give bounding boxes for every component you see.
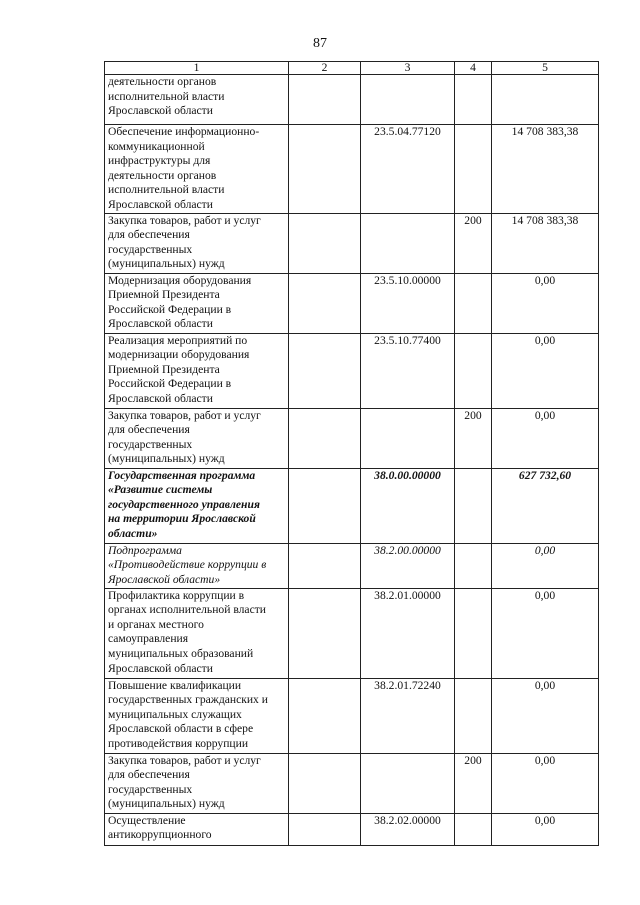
item-name-line: Подпрограмма <box>108 543 182 557</box>
item-name-line: для обеспечения <box>108 423 190 437</box>
expense-type-cell <box>455 125 492 214</box>
item-name-line: Закупка товаров, работ и услуг <box>108 213 261 227</box>
item-name-line: Обеспечение информационно- <box>108 125 260 138</box>
admin-cell <box>289 678 361 753</box>
item-name-line: Ярославской области <box>108 317 213 331</box>
table-row <box>105 75 599 125</box>
expense-type-cell <box>455 588 492 678</box>
header-cell: 3 <box>361 62 455 75</box>
expense-type-cell: 200 <box>455 213 492 273</box>
amount-cell: 0,00 <box>492 408 599 468</box>
item-name-line: государственных <box>108 437 193 451</box>
item-name-line: коммуникационной <box>108 139 205 153</box>
item-name-line: Российской Федерации в <box>108 302 232 316</box>
item-name-line: для обеспечения <box>108 768 190 782</box>
amount-cell: 0,00 <box>492 333 599 408</box>
item-name-line: деятельности органов <box>108 168 217 182</box>
table-row <box>105 543 599 588</box>
item-name-line: муниципальных образований <box>108 646 254 660</box>
item-name-line: Модернизация оборудования <box>108 273 252 287</box>
item-name-line: Приемной Президента <box>108 362 220 376</box>
budget-code-cell: 38.2.01.72240 <box>361 678 455 753</box>
item-name-line: для обеспечения <box>108 228 190 242</box>
budget-table <box>104 61 599 846</box>
expense-type-cell <box>455 468 492 543</box>
item-name-line: «Противодействие коррупции в <box>108 558 267 572</box>
budget-code-cell: 38.0.00.00000 <box>361 468 455 543</box>
header-cell: 4 <box>455 62 492 75</box>
item-name-line: государственного управления <box>108 497 260 511</box>
item-name-line: Приемной Президента <box>108 288 220 302</box>
item-name-line: самоуправления <box>108 632 189 646</box>
amount-cell: 14 708 383,38 <box>492 213 599 273</box>
item-name-line: «Развитие системы <box>108 483 213 497</box>
item-name-line: модернизации оборудования <box>108 348 250 362</box>
item-name-cell <box>105 588 289 678</box>
amount-cell: 627 732,60 <box>492 468 599 543</box>
item-name-line: Ярославской области в сфере <box>108 722 254 736</box>
header-cell: 5 <box>492 62 599 75</box>
table-header-row <box>105 62 599 75</box>
item-name-line: (муниципальных) нужд <box>108 797 225 811</box>
table-row <box>105 813 599 845</box>
item-name-cell <box>105 678 289 753</box>
item-name-cell <box>105 75 289 125</box>
item-name-line: (муниципальных) нужд <box>108 452 225 466</box>
item-name-line: Повышение квалификации <box>108 678 242 692</box>
item-name-line: Ярославской области <box>108 391 213 405</box>
item-name-line: области» <box>108 526 158 540</box>
budget-code-cell <box>361 213 455 273</box>
table-body <box>105 62 599 846</box>
item-name-line: на территории Ярославской <box>108 512 256 526</box>
item-name-line: деятельности органов <box>108 75 217 88</box>
budget-code-cell <box>361 753 455 813</box>
table-row <box>105 678 599 753</box>
table-row <box>105 273 599 333</box>
item-name-line: Ярославской области <box>108 197 213 211</box>
item-name-line: муниципальных служащих <box>108 707 242 721</box>
item-name-line: Российской Федерации в <box>108 377 232 391</box>
expense-type-cell: 200 <box>455 408 492 468</box>
amount-cell: 0,00 <box>492 273 599 333</box>
item-name-line: противодействия коррупции <box>108 736 249 750</box>
expense-type-cell <box>455 543 492 588</box>
admin-cell <box>289 75 361 125</box>
item-name-line: Закупка товаров, работ и услуг <box>108 408 261 422</box>
admin-cell <box>289 408 361 468</box>
amount-cell: 14 708 383,38 <box>492 125 599 214</box>
budget-code-cell: 38.2.02.00000 <box>361 813 455 845</box>
item-name-cell <box>105 753 289 813</box>
item-name-line: исполнительной власти <box>108 89 225 103</box>
item-name-cell <box>105 468 289 543</box>
item-name-line: органах исполнительной власти <box>108 603 266 617</box>
table-row <box>105 333 599 408</box>
amount-cell <box>492 75 599 125</box>
item-name-line: Реализация мероприятий по <box>108 333 248 347</box>
item-name-line: Профилактика коррупции в <box>108 588 245 602</box>
item-name-line: инфраструктуры для <box>108 154 211 168</box>
item-name-cell <box>105 273 289 333</box>
item-name-line: государственных <box>108 782 193 796</box>
header-cell: 2 <box>289 62 361 75</box>
header-cell: 1 <box>105 62 289 75</box>
amount-cell: 0,00 <box>492 753 599 813</box>
admin-cell <box>289 125 361 214</box>
budget-code-cell <box>361 75 455 125</box>
item-name-cell <box>105 333 289 408</box>
table-row <box>105 125 599 214</box>
item-name-line: (муниципальных) нужд <box>108 257 225 271</box>
admin-cell <box>289 468 361 543</box>
item-name-line: государственных <box>108 242 193 256</box>
item-name-line: исполнительной власти <box>108 183 225 197</box>
budget-code-cell: 23.5.10.77400 <box>361 333 455 408</box>
budget-code-cell: 23.5.04.77120 <box>361 125 455 214</box>
budget-code-cell: 23.5.10.00000 <box>361 273 455 333</box>
table-row <box>105 213 599 273</box>
item-name-cell <box>105 125 289 214</box>
item-name-line: Ярославской области» <box>108 572 221 586</box>
item-name-cell <box>105 813 289 845</box>
amount-cell: 0,00 <box>492 543 599 588</box>
budget-code-cell <box>361 408 455 468</box>
table-row <box>105 753 599 813</box>
item-name-cell <box>105 543 289 588</box>
admin-cell <box>289 333 361 408</box>
expense-type-cell <box>455 75 492 125</box>
expense-type-cell <box>455 333 492 408</box>
admin-cell <box>289 588 361 678</box>
admin-cell <box>289 213 361 273</box>
item-name-line: Ярославской области <box>108 104 213 118</box>
item-name-line: Закупка товаров, работ и услуг <box>108 753 261 767</box>
item-name-line: государственных гражданских и <box>108 693 268 707</box>
expense-type-cell <box>455 813 492 845</box>
expense-type-cell <box>455 273 492 333</box>
amount-cell: 0,00 <box>492 813 599 845</box>
item-name-line: и органах местного <box>108 617 204 631</box>
table-row <box>105 468 599 543</box>
admin-cell <box>289 543 361 588</box>
item-name-line: Государственная программа <box>108 468 256 482</box>
table-row <box>105 588 599 678</box>
item-name-cell <box>105 213 289 273</box>
budget-code-cell: 38.2.00.00000 <box>361 543 455 588</box>
admin-cell <box>289 753 361 813</box>
page-number: 87 <box>313 36 327 51</box>
amount-cell: 0,00 <box>492 588 599 678</box>
item-name-line: Осуществление <box>108 813 186 827</box>
table-row <box>105 408 599 468</box>
amount-cell: 0,00 <box>492 678 599 753</box>
item-name-cell <box>105 408 289 468</box>
item-name-line: антикоррупционного <box>108 828 212 842</box>
admin-cell <box>289 813 361 845</box>
budget-code-cell: 38.2.01.00000 <box>361 588 455 678</box>
item-name-line: Ярославской области <box>108 661 213 675</box>
admin-cell <box>289 273 361 333</box>
expense-type-cell: 200 <box>455 753 492 813</box>
expense-type-cell <box>455 678 492 753</box>
